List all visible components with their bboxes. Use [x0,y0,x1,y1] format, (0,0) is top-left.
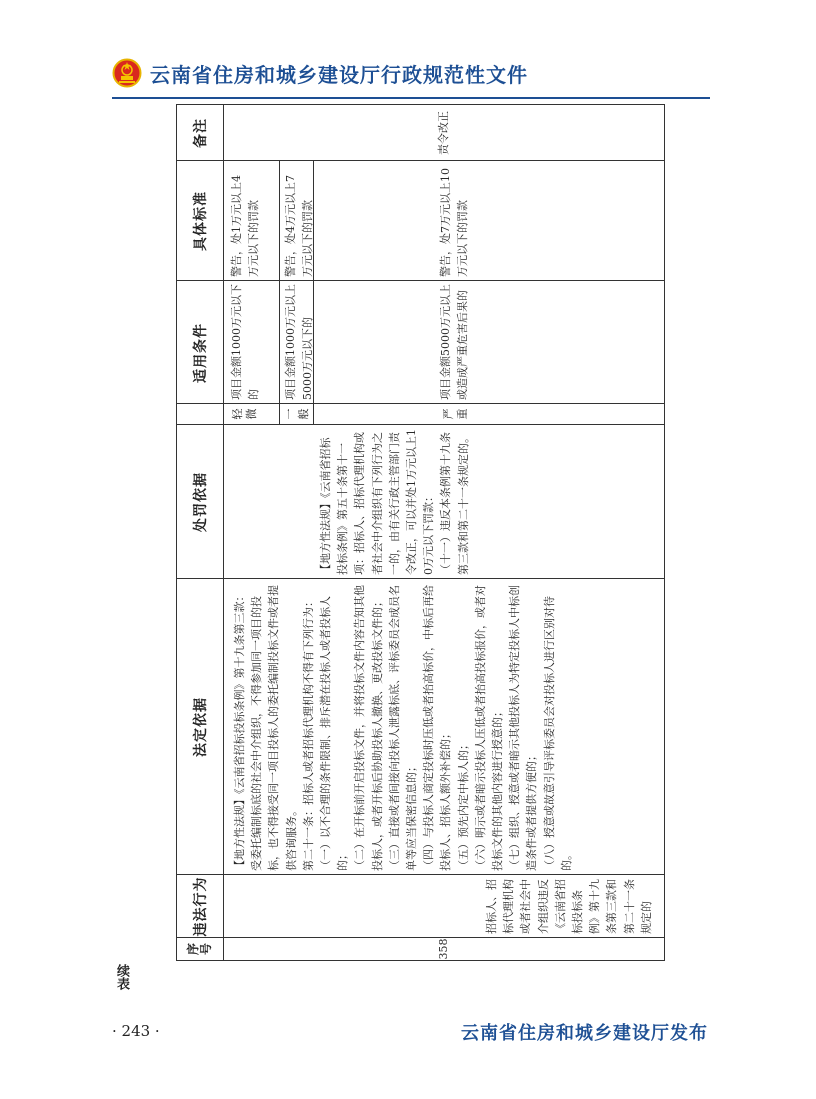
column-divider [177,578,664,579]
header-standard: 具体标准 [193,191,209,251]
continued-label: 续表 [114,964,129,990]
legal-basis-text: 【地方性法规】《云南省招标投标条例》第十九条第三款：受委托编制标底的社会中介组织，不得参加同一项目的投标，也不得接受同一项目投标人的委托编制投标文件或者提供咨询服务。 第二十一条：招标人或者招标代理机构不得有下列行为： （一）以不合理的条件限制、排斥潜在投标人或者投标人的； （二）在开标前开启投标文件，并将投标文件内容告知其他投标人，或者开标后协助投标人撤换、更改投标文件的； （三）直接或者间接向投标人泄露标底、评标委员会成员名单等应当保密信息的； （四）与投标人商定投标时压低或者抬高标价，中标后再给投标人、招标人额外补偿的； （五）预先内定中标人的； （六）明示或者暗示投标人压低或者抬高投标报价，或者对投标文件的其他内容进行授意的； （七）组织、授意或者暗示其他投标人为特定投标人中标创造条件或者提供方便的； （八）授意或故意引导评标委员会对投标人进行区别对待的。 [233,585,573,871]
penalty-table [176,104,665,961]
publisher: 云南省住房和城乡建设厅发布 [461,1023,708,1044]
header-violation: 违法行为 [193,876,209,937]
header-conditions: 适用条件 [193,323,209,383]
condition-serious: 项目金额5000万元以上或造成严重危害后果的 [439,284,470,400]
standard-general: 警告，处4万元以上7万元以下的罚款 [284,175,315,277]
level-divider [279,161,280,425]
column-divider [177,874,664,875]
header-legal-basis: 法定依据 [193,697,209,757]
page-number: · 243 · [112,1022,160,1040]
degree-minor: 轻微 [231,408,258,420]
violation-text: 招标人、招标代理机构或者社会中介组织违反《云南省招标投标条例》第十九条第三款和第二十一条规定的 [485,879,653,934]
penalty-basis-text: 【地方性法规】《云南省招标投标条例》第五十条第十一项：招标人、招标代理机构或者社会中介组织有下列行为之一的，由有关行政主管部门责令改正，可以并处1万元以上10万元以下罚款： （十一）违反本条例第十九条第三款和第二十一条规定的。 [319,429,470,575]
header-title: 云南省住房和城乡建设厅行政规范性文件 [150,62,528,87]
header-note: 备注 [193,118,209,148]
condition-minor: 项目金额1000万元以下的 [230,284,261,400]
condition-general: 项目金额1000万元以上5000万元以下的 [284,284,315,400]
row-number: 358 [436,938,450,960]
degree-general: 一般 [283,408,310,420]
header-rule [112,97,710,99]
column-divider [177,424,664,425]
header-seq: 序号 [186,943,213,956]
column-divider [177,280,664,281]
national-emblem-icon [112,58,142,88]
document-header [112,58,528,88]
header-penalty-basis: 处罚依据 [193,472,209,532]
note-text: 责令改正 [436,111,450,155]
standard-minor: 警告，处1万元以上4万元以下的罚款 [230,175,261,277]
header-row-divider [223,105,224,960]
degree-serious: 严重 [442,408,469,420]
column-divider [177,160,664,161]
standard-serious: 警告，处7万元以上10万元以下的罚款 [439,168,470,277]
table-frame [176,104,665,961]
